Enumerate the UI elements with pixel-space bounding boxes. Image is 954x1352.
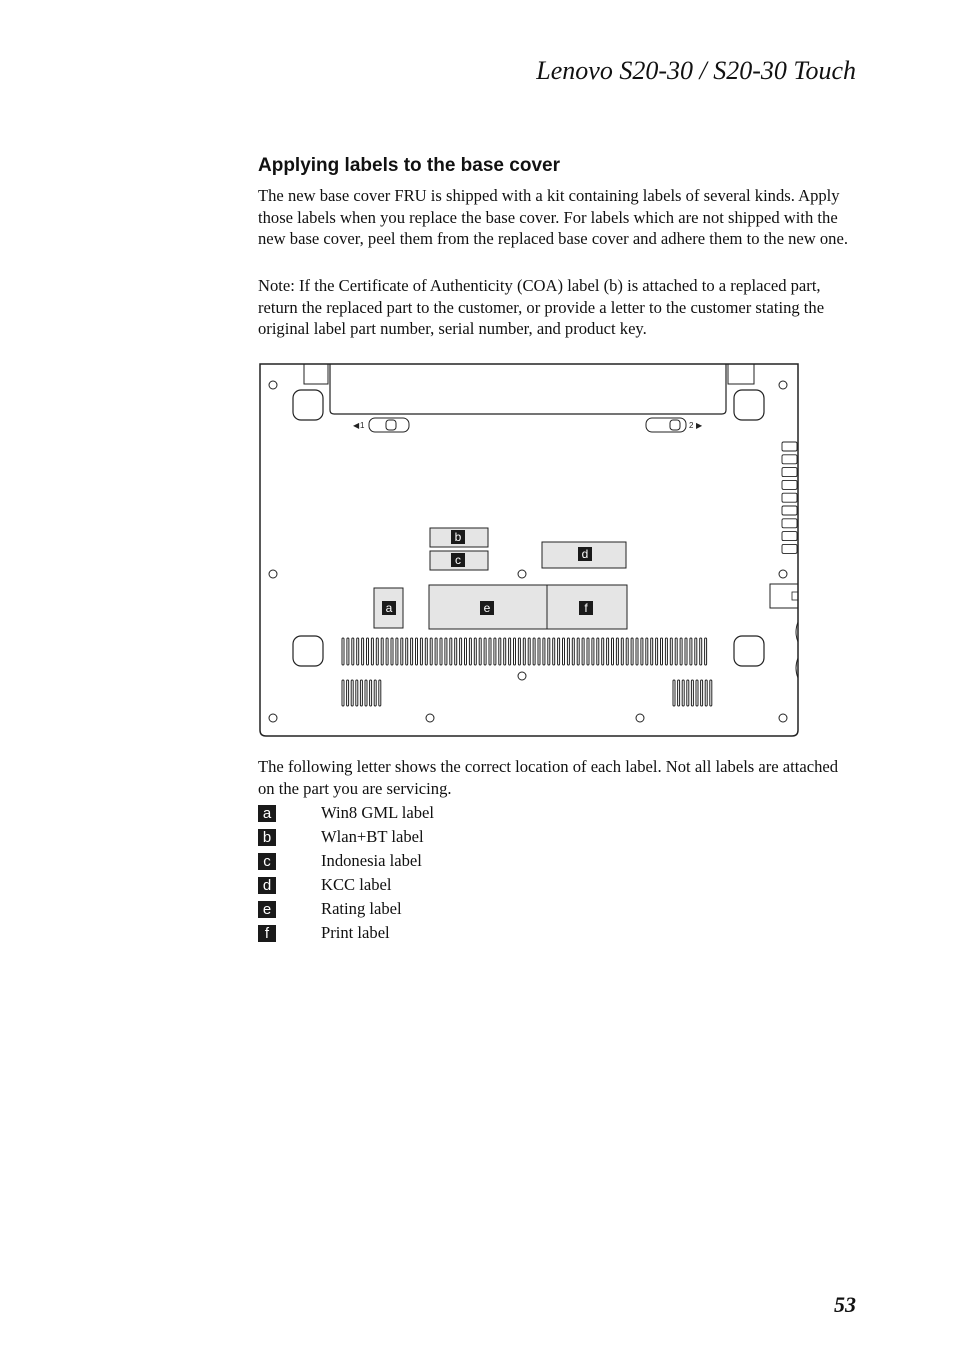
vent-slot	[411, 638, 413, 665]
label-marker-a	[382, 601, 396, 615]
vent-slot	[533, 638, 535, 665]
vent-slot	[371, 638, 373, 665]
vent-slot	[607, 638, 609, 665]
svg-text:a: a	[385, 601, 393, 615]
vent-slot	[675, 638, 677, 665]
vent-slot	[602, 638, 604, 665]
vent-slot	[499, 638, 501, 665]
vent-slot	[356, 680, 358, 706]
legend-item	[258, 801, 658, 825]
vent-slot	[563, 638, 565, 665]
vent-slot	[626, 638, 628, 665]
vent-slot	[695, 638, 697, 665]
legend-item	[258, 849, 658, 873]
legend-letter: d	[258, 877, 276, 894]
legend-letter: c	[258, 853, 276, 870]
vent-slot	[678, 680, 680, 706]
vent-slot	[597, 638, 599, 665]
vent-slot	[705, 638, 707, 665]
vent-slot	[701, 680, 703, 706]
vent-slot	[543, 638, 545, 665]
svg-text:e: e	[483, 601, 491, 615]
svg-text:◀: ◀	[353, 421, 360, 430]
vent-slot	[690, 638, 692, 665]
vent-slot	[670, 638, 672, 665]
vent-slot	[435, 638, 437, 665]
vent-slot	[691, 680, 693, 706]
vent-slot	[685, 638, 687, 665]
side-vent-slot	[782, 519, 797, 528]
vent-slot	[342, 680, 344, 706]
vent-slot	[710, 680, 712, 706]
vent-slot	[479, 638, 481, 665]
base-cover-diagram	[256, 362, 802, 740]
side-vent-slot	[782, 480, 797, 489]
vent-slot	[509, 638, 511, 665]
vent-slot	[665, 638, 667, 665]
vent-slot	[370, 680, 372, 706]
vent-slot	[582, 638, 584, 665]
side-vent-slot	[782, 468, 797, 477]
vent-slot	[352, 638, 354, 665]
vent-slot	[489, 638, 491, 665]
vent-slot	[381, 638, 383, 665]
side-vent-slot	[782, 544, 797, 553]
vent-slot	[455, 638, 457, 665]
vent-slot	[445, 638, 447, 665]
legend-item	[258, 897, 658, 921]
label-marker-f	[579, 601, 593, 615]
vent-slot	[514, 638, 516, 665]
vent-slot	[553, 638, 555, 665]
legend-letter: e	[258, 901, 276, 918]
vent-slot	[342, 638, 344, 665]
vent-slot	[651, 638, 653, 665]
vent-slot	[682, 680, 684, 706]
vent-slot	[450, 638, 452, 665]
legend-text: Indonesia label	[321, 851, 422, 870]
vent-slot	[416, 638, 418, 665]
vent-slot	[538, 638, 540, 665]
vent-slot	[518, 638, 520, 665]
vent-slot	[646, 638, 648, 665]
side-vent-slot	[782, 442, 797, 451]
vent-slot	[406, 638, 408, 665]
side-vent-slot	[782, 493, 797, 502]
svg-text:b: b	[454, 530, 462, 544]
note-paragraph: Note: If the Certificate of Authenticity (COA) label (b) is attached to a replaced part, return the replaced part to the customer, or provide a letter to the customer stating the original label part number, serial number, and product key.	[258, 276, 825, 339]
vent-slot	[440, 638, 442, 665]
vent-slot	[474, 638, 476, 665]
label-marker-e	[480, 601, 494, 615]
vent-slot	[641, 638, 643, 665]
vent-slot	[401, 638, 403, 665]
vent-slot	[362, 638, 364, 665]
vent-slot	[386, 638, 388, 665]
vent-slot	[592, 638, 594, 665]
svg-text:f: f	[584, 601, 588, 615]
vent-slot	[420, 638, 422, 665]
vent-slot	[351, 680, 353, 706]
vent-slot	[469, 638, 471, 665]
vent-slot	[621, 638, 623, 665]
vent-slot	[347, 680, 349, 706]
latch-left-number: 1	[360, 421, 365, 430]
vent-slot	[365, 680, 367, 706]
label-marker-b	[451, 530, 465, 544]
vent-slot	[465, 638, 467, 665]
legend-text: Rating label	[321, 899, 402, 918]
vent-slot	[680, 638, 682, 665]
vent-slot	[347, 638, 349, 665]
vent-slot	[567, 638, 569, 665]
vent-slot	[636, 638, 638, 665]
svg-text:c: c	[455, 553, 461, 567]
vent-slot	[374, 680, 376, 706]
intro-paragraph: The new base cover FRU is shipped with a kit containing labels of several kinds. Apply those labels when you replace the base cover. For labels which are not shipped with the new base cover, peel them from the replaced base cover and adhere them to the new one.	[258, 186, 848, 249]
latch-right-number: 2	[689, 421, 694, 430]
side-vent-slot	[782, 532, 797, 541]
vent-slot	[357, 638, 359, 665]
vent-slot	[631, 638, 633, 665]
vent-slot	[587, 638, 589, 665]
vent-slot	[484, 638, 486, 665]
vent-slot	[700, 638, 702, 665]
vent-slot	[558, 638, 560, 665]
vent-slot	[696, 680, 698, 706]
label-marker-d	[578, 547, 592, 561]
side-vent-slot	[782, 506, 797, 515]
vent-slot	[528, 638, 530, 665]
vent-slot	[504, 638, 506, 665]
vent-slot	[367, 638, 369, 665]
legend-letter: b	[258, 829, 276, 846]
svg-text:▶: ▶	[696, 421, 703, 430]
vent-slot	[705, 680, 707, 706]
vent-slot	[612, 638, 614, 665]
label-legend	[258, 801, 658, 945]
vent-slot	[523, 638, 525, 665]
label-marker-c	[451, 553, 465, 567]
vent-slot	[572, 638, 574, 665]
vent-slot	[494, 638, 496, 665]
legend-letter: f	[258, 925, 276, 942]
vent-slot	[376, 638, 378, 665]
vent-slot	[616, 638, 618, 665]
side-vent-slot	[782, 455, 797, 464]
legend-item	[258, 921, 658, 945]
svg-text:d: d	[581, 547, 589, 561]
vent-slot	[360, 680, 362, 706]
legend-item	[258, 873, 658, 897]
legend-letter: a	[258, 805, 276, 822]
legend-text: Wlan+BT label	[321, 827, 424, 846]
vent-slot	[391, 638, 393, 665]
legend-text: Print label	[321, 923, 390, 942]
legend-text: Win8 GML label	[321, 803, 435, 822]
following-paragraph: The following letter shows the correct location of each label. Not all labels are attached on the part you are servicing.	[258, 757, 839, 798]
vent-slot	[577, 638, 579, 665]
vent-slot	[430, 638, 432, 665]
legend-item	[258, 825, 658, 849]
legend-text: KCC label	[321, 875, 392, 894]
section-title: Applying labels to the base cover	[258, 155, 560, 176]
vent-slot	[379, 680, 381, 706]
vent-slot	[661, 638, 663, 665]
vent-slot	[673, 680, 675, 706]
vent-slot	[548, 638, 550, 665]
running-header: Lenovo S20-30 / S20-30 Touch	[536, 56, 856, 85]
vent-slot	[460, 638, 462, 665]
page-number: 53	[834, 1292, 856, 1317]
vent-slot	[656, 638, 658, 665]
vent-slot	[687, 680, 689, 706]
vent-slot	[425, 638, 427, 665]
vent-slot	[396, 638, 398, 665]
